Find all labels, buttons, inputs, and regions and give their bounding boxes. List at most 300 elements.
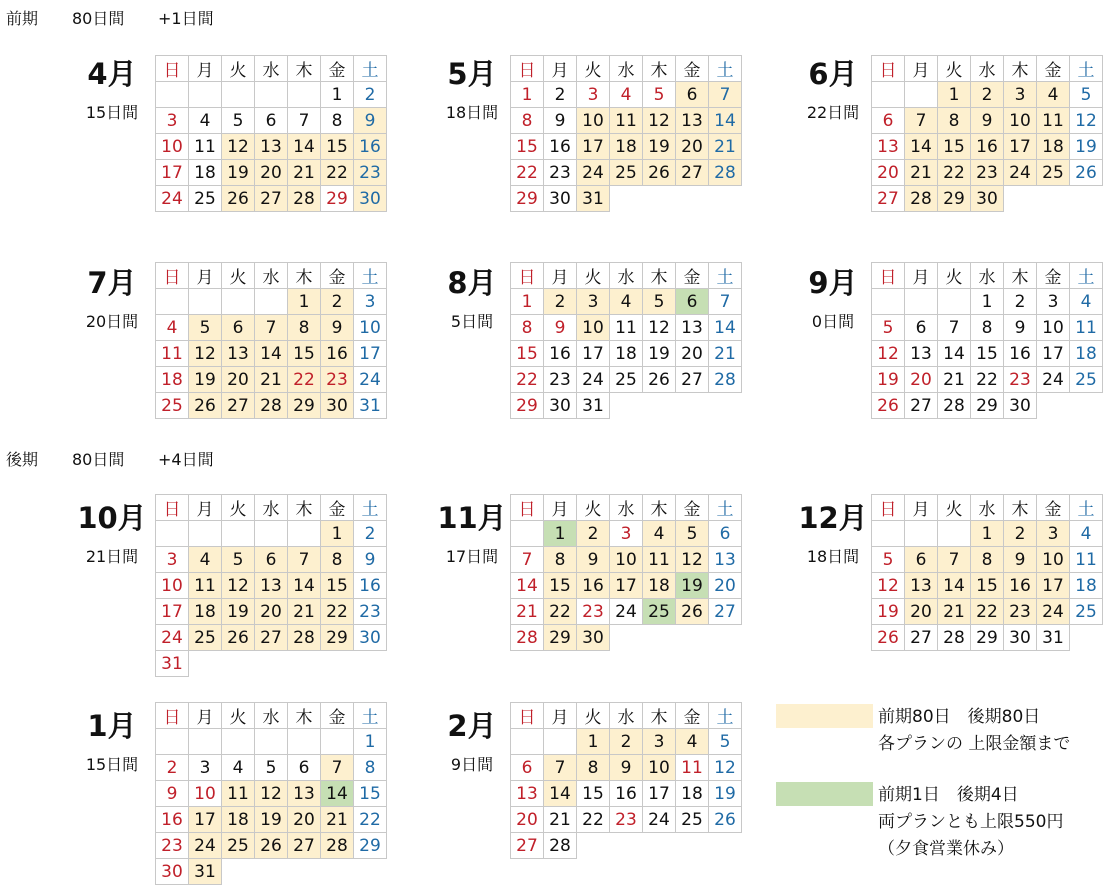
day-cell: 1 bbox=[321, 521, 354, 547]
empty-cell bbox=[1037, 393, 1070, 419]
weekday-header: 木 bbox=[1004, 495, 1037, 521]
day-cell: 27 bbox=[255, 625, 288, 651]
day-cell: 27 bbox=[676, 160, 709, 186]
day-cell: 5 bbox=[872, 547, 905, 573]
day-cell: 26 bbox=[872, 625, 905, 651]
weekday-header: 日 bbox=[156, 263, 189, 289]
day-cell: 24 bbox=[577, 160, 610, 186]
day-cell: 30 bbox=[577, 625, 610, 651]
day-cell: 28 bbox=[321, 833, 354, 859]
empty-cell bbox=[610, 833, 643, 859]
day-cell: 12 bbox=[222, 134, 255, 160]
day-cell: 1 bbox=[511, 82, 544, 108]
day-cell: 21 bbox=[938, 599, 971, 625]
day-cell: 4 bbox=[676, 729, 709, 755]
weekday-header: 金 bbox=[676, 495, 709, 521]
period-label: 後期 bbox=[6, 450, 39, 469]
day-cell: 13 bbox=[905, 573, 938, 599]
day-cell: 8 bbox=[511, 108, 544, 134]
day-cell: 19 bbox=[872, 599, 905, 625]
day-cell: 14 bbox=[938, 573, 971, 599]
legend-line: 前期80日 後期80日 bbox=[878, 707, 1041, 727]
day-cell: 11 bbox=[1070, 547, 1103, 573]
day-cell: 4 bbox=[189, 547, 222, 573]
weekday-header: 水 bbox=[610, 56, 643, 82]
month-calendar bbox=[155, 494, 387, 677]
day-cell: 20 bbox=[511, 807, 544, 833]
month-name: 8月 bbox=[447, 266, 497, 300]
day-cell: 30 bbox=[156, 859, 189, 885]
day-cell: 25 bbox=[610, 160, 643, 186]
empty-cell bbox=[288, 651, 321, 677]
empty-cell bbox=[255, 729, 288, 755]
day-cell: 27 bbox=[905, 393, 938, 419]
empty-cell bbox=[255, 651, 288, 677]
day-cell: 3 bbox=[610, 521, 643, 547]
day-cell: 19 bbox=[872, 367, 905, 393]
day-cell: 3 bbox=[156, 108, 189, 134]
day-cell: 18 bbox=[610, 341, 643, 367]
empty-cell bbox=[676, 186, 709, 212]
day-cell: 3 bbox=[577, 82, 610, 108]
empty-cell bbox=[288, 859, 321, 885]
empty-cell bbox=[544, 729, 577, 755]
day-cell: 14 bbox=[288, 134, 321, 160]
day-cell: 20 bbox=[709, 573, 742, 599]
day-cell: 5 bbox=[189, 315, 222, 341]
day-cell: 31 bbox=[577, 186, 610, 212]
legend-text-green bbox=[878, 782, 1063, 863]
day-cell: 4 bbox=[1037, 82, 1070, 108]
day-cell: 1 bbox=[511, 289, 544, 315]
weekday-header: 木 bbox=[643, 703, 676, 729]
day-cell: 14 bbox=[709, 108, 742, 134]
month-name: 9月 bbox=[808, 266, 858, 300]
month-calendar bbox=[155, 262, 387, 419]
empty-cell bbox=[222, 651, 255, 677]
legend-swatch-green bbox=[776, 782, 873, 806]
day-cell: 29 bbox=[511, 393, 544, 419]
day-cell: 6 bbox=[905, 547, 938, 573]
day-cell: 10 bbox=[610, 547, 643, 573]
day-cell: 10 bbox=[577, 108, 610, 134]
month-name: 2月 bbox=[447, 709, 497, 743]
day-cell: 13 bbox=[709, 547, 742, 573]
month-day-count: 18日間 bbox=[806, 547, 860, 566]
day-cell: 4 bbox=[1070, 289, 1103, 315]
month-name: 12月 bbox=[798, 501, 868, 535]
period-days: 80日間 bbox=[72, 450, 125, 469]
empty-cell bbox=[156, 521, 189, 547]
day-cell: 11 bbox=[676, 755, 709, 781]
day-cell: 10 bbox=[1037, 315, 1070, 341]
month-calendar bbox=[155, 702, 387, 885]
day-cell: 13 bbox=[222, 341, 255, 367]
day-cell: 14 bbox=[938, 341, 971, 367]
day-cell: 8 bbox=[544, 547, 577, 573]
day-cell: 17 bbox=[1037, 341, 1070, 367]
day-cell: 20 bbox=[288, 807, 321, 833]
month-day-count: 15日間 bbox=[85, 103, 139, 122]
day-cell: 7 bbox=[255, 315, 288, 341]
day-cell: 11 bbox=[1070, 315, 1103, 341]
weekday-header: 金 bbox=[321, 263, 354, 289]
day-cell: 8 bbox=[971, 547, 1004, 573]
empty-cell bbox=[905, 521, 938, 547]
day-cell: 9 bbox=[156, 781, 189, 807]
day-cell: 22 bbox=[288, 367, 321, 393]
day-cell: 2 bbox=[156, 755, 189, 781]
day-cell: 9 bbox=[321, 315, 354, 341]
day-cell: 10 bbox=[1037, 547, 1070, 573]
day-cell: 25 bbox=[156, 393, 189, 419]
weekday-header: 月 bbox=[189, 56, 222, 82]
weekday-header: 土 bbox=[709, 703, 742, 729]
day-cell: 1 bbox=[577, 729, 610, 755]
day-cell: 8 bbox=[938, 108, 971, 134]
day-cell: 29 bbox=[938, 186, 971, 212]
day-cell: 14 bbox=[321, 781, 354, 807]
day-cell: 9 bbox=[354, 108, 387, 134]
day-cell: 18 bbox=[610, 134, 643, 160]
period-first-half bbox=[6, 6, 214, 29]
day-cell: 10 bbox=[156, 134, 189, 160]
day-cell: 26 bbox=[643, 160, 676, 186]
day-cell: 10 bbox=[189, 781, 222, 807]
day-cell: 17 bbox=[643, 781, 676, 807]
day-cell: 10 bbox=[354, 315, 387, 341]
day-cell: 6 bbox=[872, 108, 905, 134]
weekday-header: 金 bbox=[676, 703, 709, 729]
empty-cell bbox=[643, 625, 676, 651]
empty-cell bbox=[709, 625, 742, 651]
empty-cell bbox=[676, 393, 709, 419]
day-cell: 16 bbox=[544, 134, 577, 160]
empty-cell bbox=[288, 82, 321, 108]
weekday-header: 月 bbox=[905, 263, 938, 289]
day-cell: 19 bbox=[676, 573, 709, 599]
day-cell: 14 bbox=[544, 781, 577, 807]
day-cell: 7 bbox=[511, 547, 544, 573]
empty-cell bbox=[1037, 186, 1070, 212]
empty-cell bbox=[255, 82, 288, 108]
weekday-header: 日 bbox=[872, 56, 905, 82]
empty-cell bbox=[288, 521, 321, 547]
empty-cell bbox=[156, 82, 189, 108]
day-cell: 25 bbox=[222, 833, 255, 859]
day-cell: 17 bbox=[156, 160, 189, 186]
day-cell: 24 bbox=[610, 599, 643, 625]
day-cell: 27 bbox=[511, 833, 544, 859]
day-cell: 26 bbox=[709, 807, 742, 833]
day-cell: 30 bbox=[321, 393, 354, 419]
day-cell: 13 bbox=[905, 341, 938, 367]
day-cell: 24 bbox=[643, 807, 676, 833]
day-cell: 7 bbox=[321, 755, 354, 781]
day-cell: 3 bbox=[156, 547, 189, 573]
day-cell: 26 bbox=[222, 625, 255, 651]
day-cell: 9 bbox=[1004, 315, 1037, 341]
weekday-header: 木 bbox=[288, 263, 321, 289]
day-cell: 15 bbox=[321, 134, 354, 160]
weekday-header: 木 bbox=[288, 703, 321, 729]
day-cell: 21 bbox=[905, 160, 938, 186]
weekday-header: 土 bbox=[709, 495, 742, 521]
day-cell: 19 bbox=[222, 160, 255, 186]
weekday-header: 水 bbox=[971, 495, 1004, 521]
weekday-header: 火 bbox=[577, 703, 610, 729]
day-cell: 24 bbox=[354, 367, 387, 393]
legend-text-yellow bbox=[878, 704, 1070, 758]
day-cell: 24 bbox=[156, 625, 189, 651]
empty-cell bbox=[222, 521, 255, 547]
day-cell: 12 bbox=[643, 315, 676, 341]
day-cell: 12 bbox=[872, 573, 905, 599]
day-cell: 5 bbox=[222, 547, 255, 573]
day-cell: 15 bbox=[511, 341, 544, 367]
day-cell: 6 bbox=[255, 547, 288, 573]
day-cell: 29 bbox=[511, 186, 544, 212]
day-cell: 26 bbox=[872, 393, 905, 419]
day-cell: 28 bbox=[709, 367, 742, 393]
day-cell: 25 bbox=[1037, 160, 1070, 186]
empty-cell bbox=[321, 859, 354, 885]
day-cell: 22 bbox=[321, 160, 354, 186]
day-cell: 19 bbox=[1070, 134, 1103, 160]
weekday-header: 土 bbox=[354, 703, 387, 729]
weekday-header: 土 bbox=[354, 263, 387, 289]
day-cell: 23 bbox=[354, 160, 387, 186]
weekday-header: 土 bbox=[1070, 495, 1103, 521]
month-name: 4月 bbox=[87, 57, 137, 91]
day-cell: 8 bbox=[288, 315, 321, 341]
day-cell: 29 bbox=[971, 393, 1004, 419]
weekday-header: 月 bbox=[189, 263, 222, 289]
month-day-count: 9日間 bbox=[450, 755, 494, 774]
day-cell: 15 bbox=[354, 781, 387, 807]
day-cell: 12 bbox=[676, 547, 709, 573]
day-cell: 12 bbox=[643, 108, 676, 134]
weekday-header: 日 bbox=[872, 263, 905, 289]
weekday-header: 土 bbox=[709, 56, 742, 82]
month-name: 7月 bbox=[87, 266, 137, 300]
empty-cell bbox=[872, 289, 905, 315]
day-cell: 31 bbox=[1037, 625, 1070, 651]
month-day-count: 17日間 bbox=[445, 547, 499, 566]
weekday-header: 水 bbox=[610, 263, 643, 289]
day-cell: 5 bbox=[676, 521, 709, 547]
day-cell: 18 bbox=[222, 807, 255, 833]
day-cell: 28 bbox=[544, 833, 577, 859]
empty-cell bbox=[255, 859, 288, 885]
weekday-header: 火 bbox=[222, 495, 255, 521]
day-cell: 29 bbox=[288, 393, 321, 419]
weekday-header: 金 bbox=[1037, 263, 1070, 289]
day-cell: 26 bbox=[1070, 160, 1103, 186]
day-cell: 5 bbox=[255, 755, 288, 781]
day-cell: 23 bbox=[1004, 599, 1037, 625]
weekday-header: 水 bbox=[255, 495, 288, 521]
day-cell: 8 bbox=[971, 315, 1004, 341]
day-cell: 23 bbox=[544, 160, 577, 186]
day-cell: 7 bbox=[709, 289, 742, 315]
weekday-header: 月 bbox=[544, 263, 577, 289]
weekday-header: 金 bbox=[321, 495, 354, 521]
empty-cell bbox=[938, 289, 971, 315]
empty-cell bbox=[156, 729, 189, 755]
weekday-header: 火 bbox=[222, 56, 255, 82]
month-day-count: 18日間 bbox=[445, 103, 499, 122]
legend-swatch-yellow bbox=[776, 704, 873, 728]
empty-cell bbox=[321, 651, 354, 677]
day-cell: 1 bbox=[544, 521, 577, 547]
empty-cell bbox=[222, 729, 255, 755]
weekday-header: 日 bbox=[156, 703, 189, 729]
weekday-header: 火 bbox=[577, 56, 610, 82]
empty-cell bbox=[189, 521, 222, 547]
legend-line: 各プランの 上限金額まで bbox=[878, 734, 1071, 754]
legend-line: 両プランとも上限550円 bbox=[878, 812, 1064, 832]
day-cell: 31 bbox=[577, 393, 610, 419]
day-cell: 11 bbox=[156, 341, 189, 367]
day-cell: 4 bbox=[643, 521, 676, 547]
weekday-header: 月 bbox=[544, 495, 577, 521]
day-cell: 5 bbox=[709, 729, 742, 755]
day-cell: 13 bbox=[511, 781, 544, 807]
day-cell: 6 bbox=[676, 82, 709, 108]
day-cell: 28 bbox=[288, 625, 321, 651]
weekday-header: 土 bbox=[709, 263, 742, 289]
month-calendar bbox=[871, 494, 1103, 651]
day-cell: 3 bbox=[189, 755, 222, 781]
day-cell: 17 bbox=[1037, 573, 1070, 599]
day-cell: 11 bbox=[189, 134, 222, 160]
day-cell: 22 bbox=[511, 160, 544, 186]
day-cell: 13 bbox=[288, 781, 321, 807]
day-cell: 17 bbox=[156, 599, 189, 625]
period-second-half bbox=[6, 447, 214, 470]
weekday-header: 水 bbox=[610, 703, 643, 729]
day-cell: 21 bbox=[544, 807, 577, 833]
day-cell: 7 bbox=[938, 315, 971, 341]
day-cell: 29 bbox=[971, 625, 1004, 651]
empty-cell bbox=[255, 289, 288, 315]
day-cell: 23 bbox=[321, 367, 354, 393]
day-cell: 16 bbox=[1004, 573, 1037, 599]
day-cell: 6 bbox=[222, 315, 255, 341]
day-cell: 16 bbox=[971, 134, 1004, 160]
day-cell: 7 bbox=[938, 547, 971, 573]
day-cell: 18 bbox=[1070, 573, 1103, 599]
day-cell: 22 bbox=[938, 160, 971, 186]
day-cell: 8 bbox=[511, 315, 544, 341]
day-cell: 24 bbox=[577, 367, 610, 393]
empty-cell bbox=[222, 289, 255, 315]
day-cell: 30 bbox=[1004, 625, 1037, 651]
weekday-header: 金 bbox=[321, 703, 354, 729]
empty-cell bbox=[189, 82, 222, 108]
day-cell: 6 bbox=[288, 755, 321, 781]
day-cell: 15 bbox=[971, 573, 1004, 599]
weekday-header: 木 bbox=[1004, 56, 1037, 82]
day-cell: 12 bbox=[189, 341, 222, 367]
day-cell: 16 bbox=[354, 573, 387, 599]
day-cell: 1 bbox=[321, 82, 354, 108]
weekday-header: 水 bbox=[971, 263, 1004, 289]
month-name: 10月 bbox=[77, 501, 147, 535]
empty-cell bbox=[189, 651, 222, 677]
weekday-header: 水 bbox=[971, 56, 1004, 82]
month-calendar bbox=[871, 55, 1103, 212]
weekday-header: 日 bbox=[156, 495, 189, 521]
month-name: 1月 bbox=[87, 709, 137, 743]
day-cell: 27 bbox=[709, 599, 742, 625]
empty-cell bbox=[610, 393, 643, 419]
day-cell: 21 bbox=[288, 160, 321, 186]
month-day-count: 15日間 bbox=[85, 755, 139, 774]
day-cell: 5 bbox=[1070, 82, 1103, 108]
day-cell: 13 bbox=[255, 573, 288, 599]
weekday-header: 土 bbox=[354, 56, 387, 82]
day-cell: 7 bbox=[544, 755, 577, 781]
day-cell: 15 bbox=[577, 781, 610, 807]
day-cell: 24 bbox=[156, 186, 189, 212]
period-extra: +4日間 bbox=[158, 450, 214, 469]
month-day-count: 5日間 bbox=[450, 312, 494, 331]
month-day-count: 21日間 bbox=[85, 547, 139, 566]
weekday-header: 木 bbox=[288, 495, 321, 521]
day-cell: 3 bbox=[1037, 289, 1070, 315]
weekday-header: 日 bbox=[511, 495, 544, 521]
month-day-count: 22日間 bbox=[806, 103, 860, 122]
day-cell: 18 bbox=[1037, 134, 1070, 160]
weekday-header: 土 bbox=[1070, 56, 1103, 82]
day-cell: 25 bbox=[189, 625, 222, 651]
month-calendar bbox=[510, 702, 742, 859]
day-cell: 2 bbox=[544, 289, 577, 315]
day-cell: 4 bbox=[189, 108, 222, 134]
day-cell: 2 bbox=[1004, 289, 1037, 315]
day-cell: 27 bbox=[288, 833, 321, 859]
day-cell: 22 bbox=[511, 367, 544, 393]
empty-cell bbox=[255, 521, 288, 547]
weekday-header: 火 bbox=[222, 703, 255, 729]
weekday-header: 金 bbox=[676, 56, 709, 82]
weekday-header: 月 bbox=[189, 495, 222, 521]
weekday-header: 火 bbox=[938, 495, 971, 521]
day-cell: 26 bbox=[255, 833, 288, 859]
day-cell: 5 bbox=[643, 82, 676, 108]
empty-cell bbox=[1004, 186, 1037, 212]
day-cell: 2 bbox=[354, 82, 387, 108]
day-cell: 19 bbox=[189, 367, 222, 393]
day-cell: 6 bbox=[709, 521, 742, 547]
weekday-header: 金 bbox=[321, 56, 354, 82]
empty-cell bbox=[676, 625, 709, 651]
weekday-header: 火 bbox=[938, 56, 971, 82]
weekday-header: 木 bbox=[643, 495, 676, 521]
day-cell: 26 bbox=[222, 186, 255, 212]
day-cell: 17 bbox=[354, 341, 387, 367]
day-cell: 25 bbox=[676, 807, 709, 833]
month-name: 6月 bbox=[808, 57, 858, 91]
day-cell: 13 bbox=[255, 134, 288, 160]
day-cell: 19 bbox=[709, 781, 742, 807]
day-cell: 14 bbox=[905, 134, 938, 160]
month-calendar bbox=[155, 55, 387, 212]
day-cell: 11 bbox=[1037, 108, 1070, 134]
day-cell: 11 bbox=[222, 781, 255, 807]
